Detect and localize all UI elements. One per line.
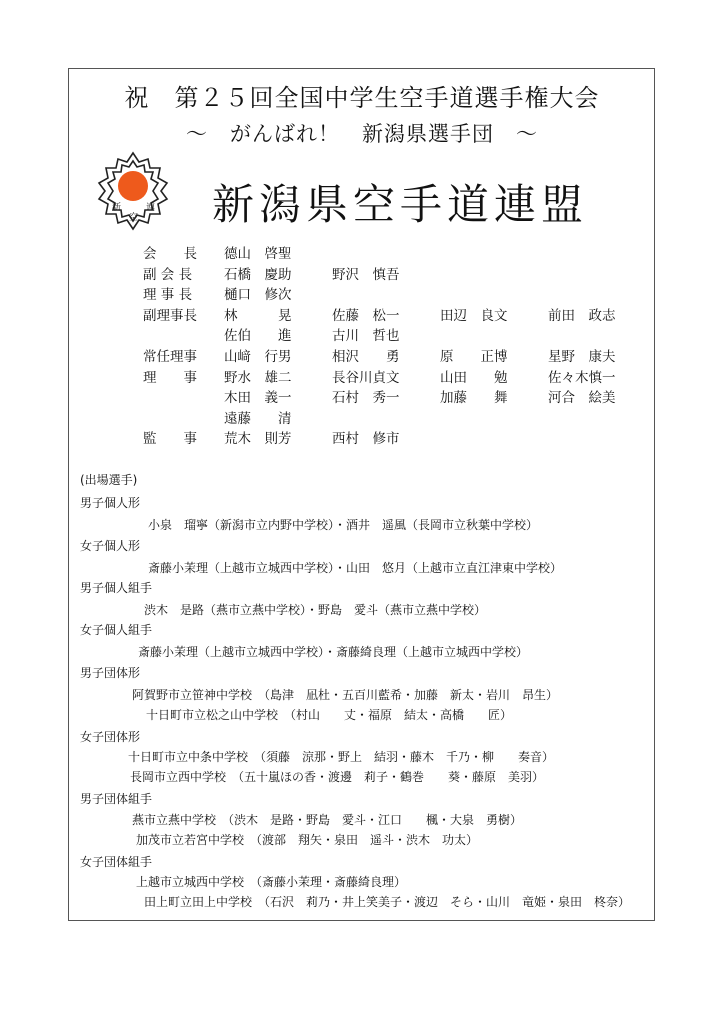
- participants-heading: (出場選手): [80, 473, 138, 487]
- participant-entry: 渋木 是路（燕市立燕中学校）・野島 愛斗（燕市立燕中学校）: [144, 603, 487, 617]
- officer-name: 西村 修市: [332, 431, 400, 448]
- participant-entry: 上越市立城西中学校 （斎藤小茉理・斎藤綺良理）: [136, 875, 407, 889]
- officer-role: 理 事: [143, 369, 197, 386]
- section-title: 男子団体組手: [80, 792, 153, 806]
- officer-name: 前田 政志: [548, 307, 616, 324]
- section-title: 女子団体形: [80, 730, 141, 744]
- officer-role: 副 会 長: [143, 266, 193, 283]
- team-slogan: ～ がんばれ！ 新潟県選手団 ～: [186, 122, 538, 146]
- section-title: 女子個人形: [80, 539, 141, 553]
- section-title: 女子団体組手: [80, 855, 153, 869]
- officer-role: 常任理事: [143, 349, 197, 365]
- participant-entry: 斎藤小茉理（上越市立城西中学校）・山田 悠月（上越市立直江津東中学校）: [148, 561, 563, 575]
- participant-entry: 斎藤小茉理（上越市立城西中学校）・斎藤綺良理（上越市立城西中学校）: [138, 645, 529, 659]
- logo-sun: [118, 171, 148, 201]
- officer-name: 星野 康夫: [548, 349, 616, 365]
- officer-name: 遠藤 清: [224, 410, 292, 427]
- officer-name: 荒木 則芳: [224, 431, 292, 448]
- officer-name: 佐伯 進: [224, 328, 292, 345]
- section-title: 女子個人組手: [80, 623, 153, 637]
- section-title: 男子個人組手: [80, 581, 153, 595]
- participant-entry: 阿賀野市立笹神中学校 （島津 凪杜・五百川藍希・加藤 新太・岩川 昂生）: [132, 688, 559, 702]
- officer-name: 田辺 良文: [440, 307, 508, 324]
- officer-name: 佐藤 松一: [332, 307, 400, 324]
- participant-entry: 十日町市立中条中学校 （須藤 涼那・野上 結羽・藤木 千乃・柳 奏音）: [128, 750, 555, 764]
- participant-entry: 小泉 瑠寧（新潟市立内野中学校）・酒井 遥風（長岡市立秋葉中学校）: [148, 518, 539, 532]
- officer-name: 加藤 舞: [440, 390, 508, 407]
- officer-name: 山﨑 行男: [224, 349, 292, 365]
- participant-entry: 加茂市立若宮中学校 （渡部 翔矢・泉田 遥斗・渋木 功太）: [136, 833, 479, 847]
- participant-entry: 燕市立燕中学校 （渋木 是路・野島 愛斗・江口 楓・大泉 勇樹）: [132, 813, 523, 827]
- officer-name: 林 晃: [224, 307, 292, 324]
- officer-role: 副理事長: [143, 307, 197, 324]
- officer-role: 会 長: [143, 246, 197, 262]
- officer-name: 野沢 慎吾: [332, 266, 400, 283]
- participant-entry: 田上町立田上中学校 （石沢 莉乃・井上笑美子・渡辺 そら・山川 竜姫・泉田 柊奈）: [144, 895, 631, 909]
- participant-entry: 十日町市立松之山中学校 （村山 丈・福原 結太・高橋 匠）: [146, 708, 513, 722]
- officer-name: 野水 雄二: [224, 369, 292, 386]
- officer-name: 山田 勉: [440, 369, 508, 386]
- logo-char: 連: [146, 203, 156, 213]
- officer-name: 德山 啓聖: [224, 246, 292, 262]
- officer-name: 石橋 慶助: [224, 266, 292, 283]
- logo-char: 空: [129, 213, 139, 223]
- officer-name: 佐々木慎一: [548, 369, 616, 386]
- event-title: 祝 第２５回全国中学生空手道選手権大会: [124, 84, 600, 112]
- officer-name: 原 正博: [440, 349, 508, 365]
- participant-entry: 長岡市立西中学校 （五十嵐ほの香・渡邊 莉子・鶴巻 葵・藤原 美羽）: [130, 770, 545, 784]
- officer-name: 相沢 勇: [332, 349, 400, 365]
- organization-name: 新潟県空手道連盟: [212, 180, 589, 229]
- section-title: 男子団体形: [80, 666, 141, 680]
- officer-name: 古川 哲也: [332, 328, 400, 345]
- logo-char: 新: [112, 203, 122, 213]
- section-title: 男子個人形: [80, 496, 141, 510]
- snowflake-emblem-icon: [92, 150, 174, 232]
- officer-role: 監 事: [143, 431, 197, 448]
- officer-name: 樋口 修次: [224, 287, 292, 304]
- officer-name: 河合 絵美: [548, 390, 616, 407]
- officer-name: 石村 秀一: [332, 390, 400, 407]
- officer-name: 木田 義一: [224, 390, 292, 407]
- officer-role: 理 事 長: [143, 287, 193, 304]
- officer-name: 長谷川貞文: [332, 369, 400, 386]
